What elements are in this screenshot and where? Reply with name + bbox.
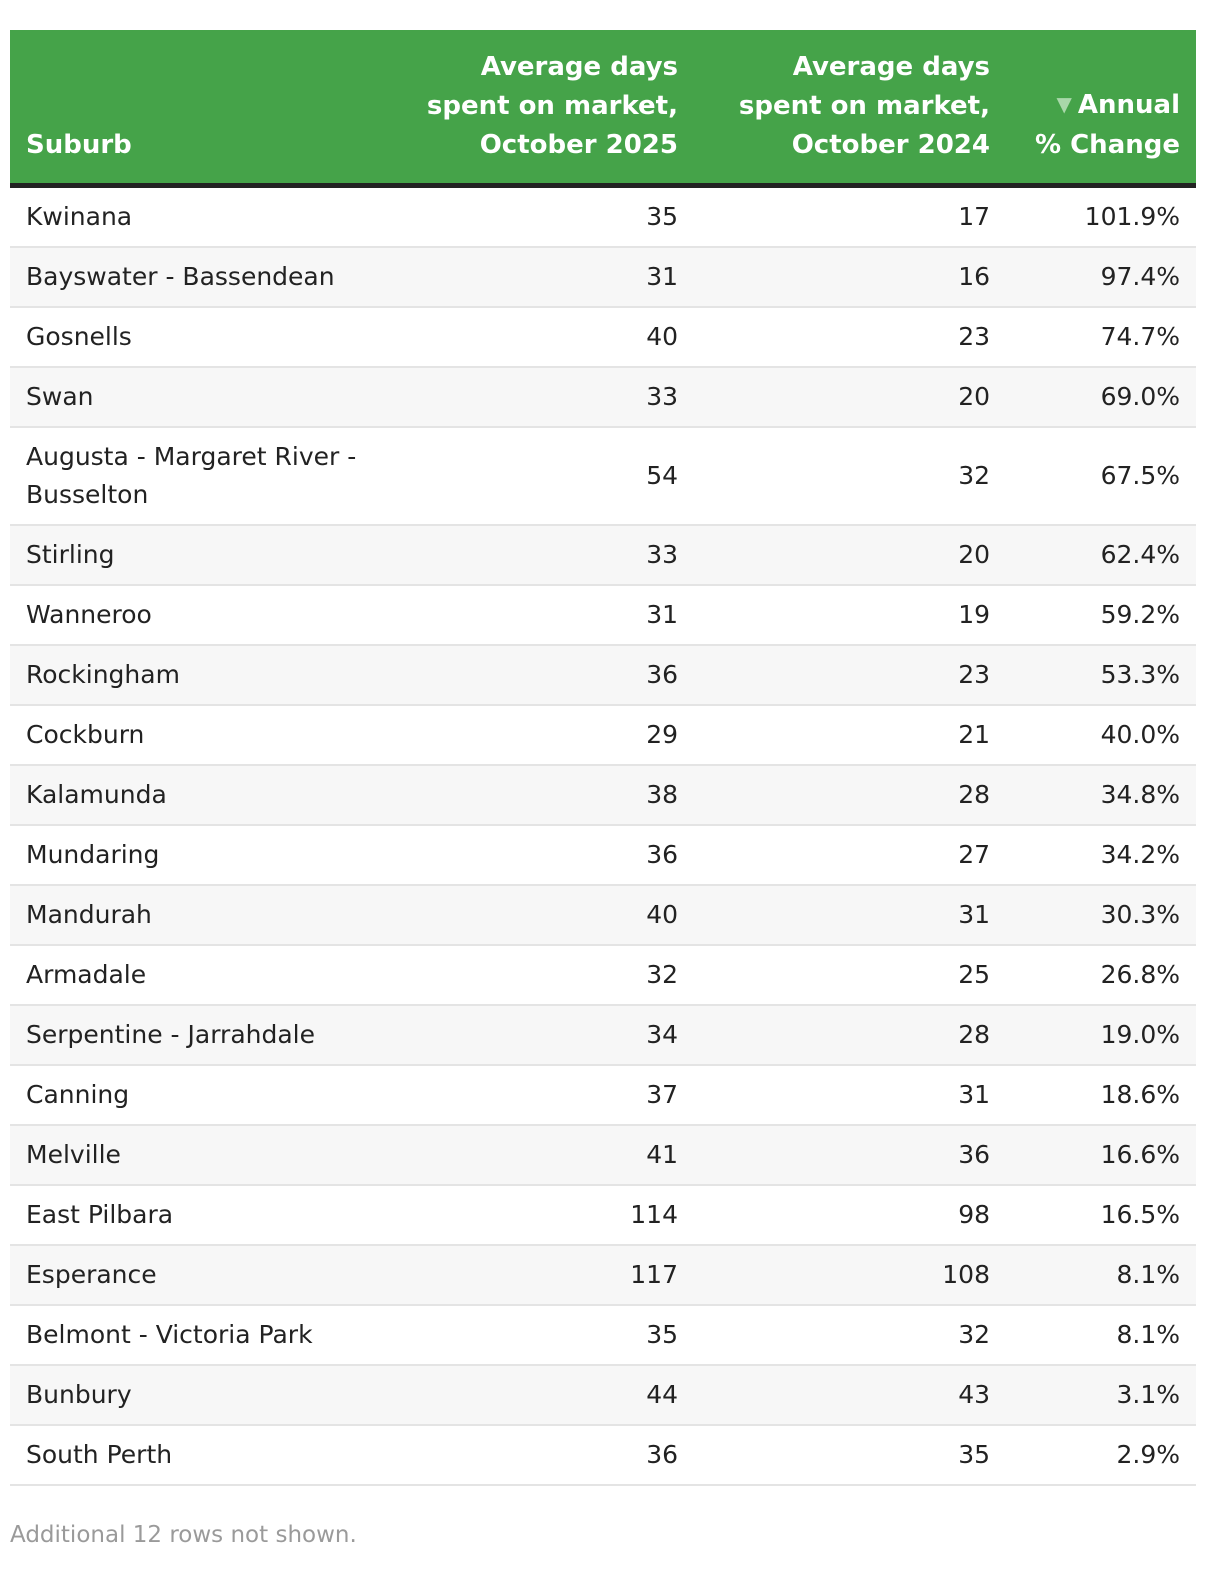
cell-annual-change: 16.6%	[1006, 1125, 1196, 1185]
column-header-suburb-label: Suburb	[26, 130, 132, 160]
cell-days-2024: 36	[694, 1125, 1006, 1185]
table-row	[10, 367, 1196, 427]
cell-suburb: Cockburn	[10, 705, 382, 765]
table-row	[10, 1125, 1196, 1185]
cell-annual-change: 26.8%	[1006, 945, 1196, 1005]
cell-suburb: South Perth	[10, 1425, 382, 1485]
cell-annual-change: 53.3%	[1006, 645, 1196, 705]
cell-suburb: Rockingham	[10, 645, 382, 705]
data-table-container	[10, 30, 1196, 1486]
cell-annual-change: 8.1%	[1006, 1245, 1196, 1305]
cell-days-2024: 23	[694, 645, 1006, 705]
column-header-annual-change-label: Annual % Change	[1035, 90, 1180, 160]
cell-days-2025: 35	[382, 186, 694, 248]
cell-annual-change: 16.5%	[1006, 1185, 1196, 1245]
table-row	[10, 885, 1196, 945]
cell-days-2025: 31	[382, 585, 694, 645]
cell-days-2024: 28	[694, 765, 1006, 825]
cell-suburb: Belmont - Victoria Park	[10, 1305, 382, 1365]
cell-days-2025: 36	[382, 1425, 694, 1485]
table-row	[10, 247, 1196, 307]
cell-days-2024: 32	[694, 427, 1006, 525]
cell-annual-change: 30.3%	[1006, 885, 1196, 945]
cell-days-2025: 33	[382, 525, 694, 585]
cell-days-2024: 28	[694, 1005, 1006, 1065]
table-row	[10, 765, 1196, 825]
table-row	[10, 1425, 1196, 1485]
cell-suburb: Bunbury	[10, 1365, 382, 1425]
cell-days-2025: 34	[382, 1005, 694, 1065]
cell-annual-change: 69.0%	[1006, 367, 1196, 427]
cell-suburb: Swan	[10, 367, 382, 427]
cell-suburb: Wanneroo	[10, 585, 382, 645]
cell-days-2025: 54	[382, 427, 694, 525]
table-row	[10, 186, 1196, 248]
cell-suburb: Canning	[10, 1065, 382, 1125]
table-row	[10, 1365, 1196, 1425]
cell-days-2025: 31	[382, 247, 694, 307]
cell-days-2024: 31	[694, 885, 1006, 945]
cell-days-2025: 36	[382, 645, 694, 705]
table-row	[10, 1005, 1196, 1065]
suburb-days-on-market-table	[10, 30, 1196, 1486]
cell-suburb: Augusta - Margaret River - Busselton	[10, 427, 382, 525]
table-row	[10, 705, 1196, 765]
column-header-days-2025-label: Average days spent on market, October 2025	[426, 52, 678, 160]
cell-suburb: Kwinana	[10, 186, 382, 248]
cell-suburb: Kalamunda	[10, 765, 382, 825]
cell-days-2025: 117	[382, 1245, 694, 1305]
cell-suburb: Gosnells	[10, 307, 382, 367]
cell-days-2025: 37	[382, 1065, 694, 1125]
cell-days-2024: 23	[694, 307, 1006, 367]
rows-not-shown-note: Additional 12 rows not shown.	[10, 1522, 357, 1548]
cell-days-2024: 108	[694, 1245, 1006, 1305]
cell-suburb: Esperance	[10, 1245, 382, 1305]
table-row	[10, 1245, 1196, 1305]
table-row	[10, 525, 1196, 585]
table-row	[10, 945, 1196, 1005]
column-header-days-2025[interactable]	[382, 30, 694, 186]
table-row	[10, 1185, 1196, 1245]
cell-days-2024: 20	[694, 525, 1006, 585]
cell-days-2024: 19	[694, 585, 1006, 645]
table-row	[10, 645, 1196, 705]
cell-days-2025: 35	[382, 1305, 694, 1365]
cell-annual-change: 2.9%	[1006, 1425, 1196, 1485]
table-row	[10, 585, 1196, 645]
cell-suburb: Melville	[10, 1125, 382, 1185]
table-row	[10, 427, 1196, 525]
cell-days-2025: 44	[382, 1365, 694, 1425]
cell-days-2024: 98	[694, 1185, 1006, 1245]
cell-annual-change: 34.8%	[1006, 765, 1196, 825]
cell-annual-change: 59.2%	[1006, 585, 1196, 645]
cell-days-2024: 16	[694, 247, 1006, 307]
cell-annual-change: 34.2%	[1006, 825, 1196, 885]
cell-annual-change: 101.9%	[1006, 186, 1196, 248]
column-header-days-2024-label: Average days spent on market, October 2024	[738, 52, 990, 160]
cell-annual-change: 74.7%	[1006, 307, 1196, 367]
cell-suburb: East Pilbara	[10, 1185, 382, 1245]
column-header-annual-change[interactable]	[1006, 30, 1196, 186]
cell-days-2025: 40	[382, 307, 694, 367]
table-header-row	[10, 30, 1196, 186]
cell-days-2025: 36	[382, 825, 694, 885]
cell-days-2024: 35	[694, 1425, 1006, 1485]
column-header-days-2024[interactable]	[694, 30, 1006, 186]
cell-days-2025: 114	[382, 1185, 694, 1245]
cell-annual-change: 97.4%	[1006, 247, 1196, 307]
cell-days-2024: 20	[694, 367, 1006, 427]
cell-suburb: Mandurah	[10, 885, 382, 945]
cell-days-2025: 29	[382, 705, 694, 765]
cell-days-2024: 17	[694, 186, 1006, 248]
table-body	[10, 186, 1196, 1486]
cell-days-2024: 25	[694, 945, 1006, 1005]
cell-annual-change: 18.6%	[1006, 1065, 1196, 1125]
cell-annual-change: 3.1%	[1006, 1365, 1196, 1425]
table-row	[10, 1305, 1196, 1365]
table-row	[10, 307, 1196, 367]
cell-days-2025: 38	[382, 765, 694, 825]
cell-days-2025: 32	[382, 945, 694, 1005]
cell-annual-change: 8.1%	[1006, 1305, 1196, 1365]
cell-annual-change: 62.4%	[1006, 525, 1196, 585]
cell-days-2024: 43	[694, 1365, 1006, 1425]
cell-days-2025: 41	[382, 1125, 694, 1185]
cell-suburb: Mundaring	[10, 825, 382, 885]
cell-days-2024: 21	[694, 705, 1006, 765]
cell-days-2024: 31	[694, 1065, 1006, 1125]
cell-days-2025: 33	[382, 367, 694, 427]
cell-annual-change: 40.0%	[1006, 705, 1196, 765]
cell-annual-change: 67.5%	[1006, 427, 1196, 525]
cell-suburb: Stirling	[10, 525, 382, 585]
cell-days-2024: 32	[694, 1305, 1006, 1365]
table-row	[10, 1065, 1196, 1125]
cell-days-2024: 27	[694, 825, 1006, 885]
table-row	[10, 825, 1196, 885]
cell-days-2025: 40	[382, 885, 694, 945]
cell-suburb: Serpentine - Jarrahdale	[10, 1005, 382, 1065]
cell-annual-change: 19.0%	[1006, 1005, 1196, 1065]
triangle-down-icon: ▼	[1056, 92, 1072, 116]
cell-suburb: Armadale	[10, 945, 382, 1005]
cell-suburb: Bayswater - Bassendean	[10, 247, 382, 307]
column-header-suburb[interactable]	[10, 30, 382, 186]
